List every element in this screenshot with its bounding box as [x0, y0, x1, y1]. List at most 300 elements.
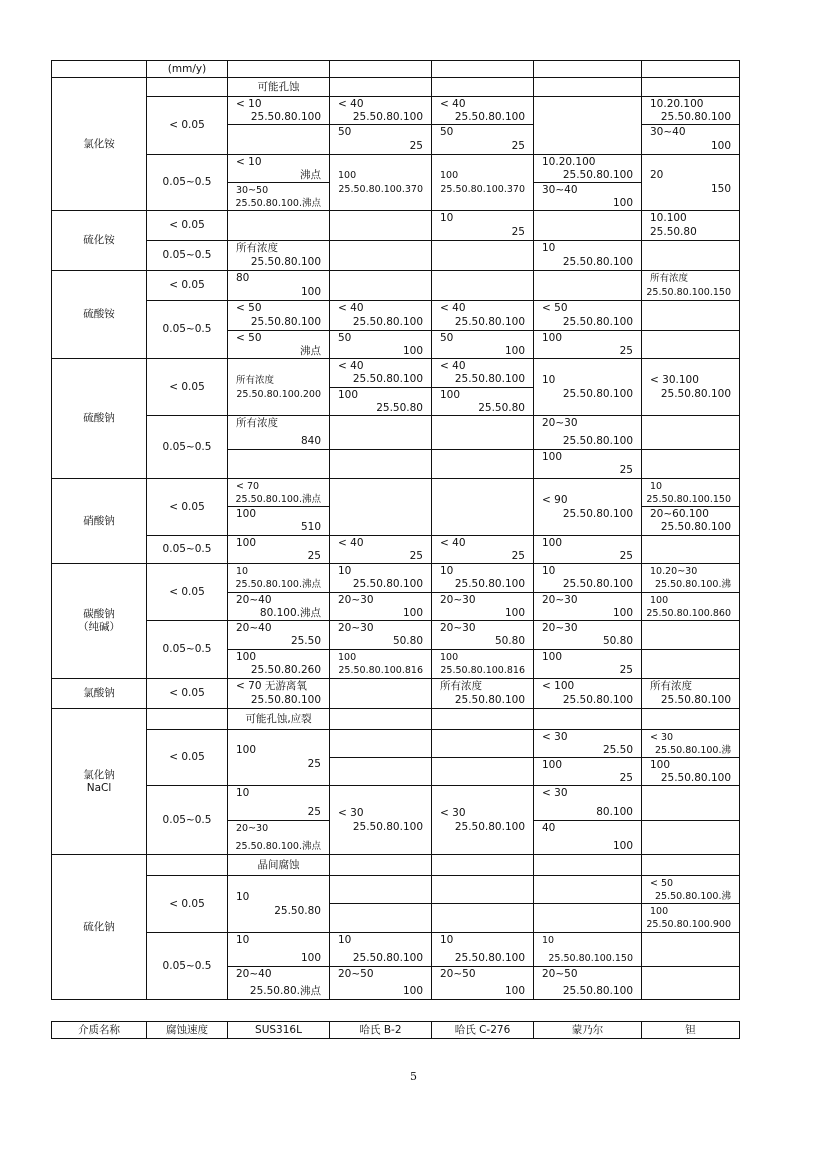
- cell-text: 0.05~0.5: [162, 543, 212, 555]
- cell-temperature: 25: [307, 758, 321, 770]
- table-cell: [227, 932, 330, 967]
- cell-concentration: 100: [440, 652, 459, 663]
- cell-temperature: 25.50.80.100.150: [646, 494, 731, 505]
- table-cell: [533, 620, 642, 650]
- table-cell: [641, 620, 740, 650]
- table-cell: [146, 300, 228, 359]
- cell-concentration: < 70: [236, 481, 260, 492]
- table-cell: [146, 415, 228, 479]
- cell-temperature: 25.50.80.100: [562, 435, 633, 447]
- cell-concentration: < 30: [542, 787, 568, 799]
- table-cell: [533, 210, 642, 241]
- cell-temperature: 25.50.80.100.860: [646, 608, 731, 619]
- cell-concentration: 50: [440, 126, 454, 138]
- cell-concentration: 10: [650, 481, 663, 492]
- column-header-label: 哈氏 B-2: [359, 1023, 402, 1036]
- cell-temperature: 25.50.80.100: [562, 694, 633, 706]
- cell-concentration: 100: [440, 170, 459, 181]
- cell-concentration: < 40: [338, 302, 364, 314]
- cell-concentration: < 40: [440, 360, 466, 372]
- cell-temperature: 100: [300, 952, 321, 964]
- cell-text: 可能孔蚀,应裂: [245, 712, 312, 725]
- table-cell: [51, 678, 147, 709]
- table-cell: [146, 729, 228, 786]
- cell-concentration: 10: [542, 935, 555, 946]
- cell-temperature: 25.50.80.100.816: [440, 665, 525, 676]
- cell-temperature: 25.50.80.100.200: [236, 389, 321, 400]
- table-cell: [227, 300, 330, 331]
- cell-concentration: < 100: [542, 680, 575, 692]
- cell-text: < 0.05: [169, 380, 205, 393]
- table-cell: [431, 854, 534, 876]
- cell-concentration: < 30: [440, 807, 466, 819]
- table-cell: [146, 240, 228, 271]
- table-cell: [533, 77, 642, 97]
- cell-concentration: 所有浓度: [440, 680, 482, 692]
- table-cell: [533, 649, 642, 679]
- cell-text: < 0.05: [169, 219, 205, 231]
- cell-temperature: 25.50.80.100: [562, 316, 633, 328]
- table-cell: [431, 785, 534, 855]
- table-cell: [227, 678, 330, 709]
- cell-temperature: 840: [300, 435, 321, 447]
- table-cell: [431, 387, 534, 416]
- table-cell: [641, 506, 740, 536]
- cell-temperature: 25.50.80.100: [352, 578, 423, 590]
- table-cell: [431, 154, 534, 211]
- cell-concentration: 100: [650, 906, 669, 917]
- cell-concentration: < 50: [236, 302, 262, 314]
- cell-concentration: 20~30: [338, 622, 374, 634]
- cell-concentration: 10.20~30: [650, 566, 698, 577]
- cell-concentration: 10: [542, 242, 556, 254]
- cell-temperature: 25.50.80.100: [250, 256, 321, 268]
- table-cell: [641, 854, 740, 876]
- table-cell: [641, 563, 740, 593]
- table-cell: [146, 96, 228, 155]
- cell-concentration: < 40: [440, 537, 466, 549]
- table-cell: [146, 620, 228, 679]
- cell-temperature: 25: [619, 345, 633, 357]
- cell-concentration: 10: [440, 212, 454, 224]
- table-cell: [227, 154, 330, 183]
- cell-temperature: 25.50: [290, 635, 321, 647]
- table-cell: [431, 563, 534, 593]
- cell-temperature: 25.50.80.100: [562, 508, 633, 520]
- cell-concentration: 20~50: [440, 968, 476, 980]
- table-cell: [431, 708, 534, 730]
- table-cell: [227, 729, 330, 786]
- cell-concentration: < 10: [236, 156, 262, 168]
- table-cell: [146, 478, 228, 536]
- table-cell: [641, 415, 740, 450]
- table-cell: [431, 478, 534, 536]
- cell-temperature: 25.50.80.100.150: [548, 953, 633, 964]
- table-cell: [329, 77, 432, 97]
- cell-temperature: 25: [409, 140, 423, 152]
- table-cell: [146, 154, 228, 211]
- cell-temperature: 100: [402, 345, 423, 357]
- table-cell: [641, 592, 740, 621]
- cell-temperature: 50.80: [602, 635, 633, 647]
- table-cell: [227, 60, 330, 78]
- table-cell: [227, 563, 330, 593]
- table-cell: [227, 592, 330, 621]
- column-header-cell: [51, 1021, 147, 1039]
- cell-concentration: 20~30: [440, 622, 476, 634]
- cell-concentration: < 40: [440, 302, 466, 314]
- table-cell: [533, 240, 642, 271]
- cell-text: < 0.05: [169, 585, 205, 598]
- cell-concentration: 所有浓度: [236, 417, 278, 429]
- table-cell: [329, 330, 432, 359]
- cell-text: < 0.05: [169, 119, 205, 131]
- cell-concentration: 100: [236, 744, 257, 756]
- cell-temperature: 25.50.80.100: [352, 952, 423, 964]
- table-cell: [227, 96, 330, 125]
- cell-concentration: 100: [650, 759, 671, 771]
- column-header-cell: [431, 1021, 534, 1039]
- cell-concentration: 10: [440, 565, 454, 577]
- cell-temperature: 25.50.80.100: [454, 316, 525, 328]
- table-cell: [533, 785, 642, 821]
- table-cell: [431, 270, 534, 301]
- cell-temperature: 25.50.80.100.沸: [655, 579, 731, 590]
- cell-temperature: 100: [612, 607, 633, 619]
- table-cell: [51, 270, 147, 359]
- cell-concentration: 20~50: [338, 968, 374, 980]
- table-cell: [533, 415, 642, 450]
- table-cell: [533, 932, 642, 967]
- cell-text: < 0.05: [169, 751, 205, 763]
- table-cell: [533, 330, 642, 359]
- cell-concentration: 50: [338, 332, 352, 344]
- table-cell: [533, 903, 642, 933]
- cell-concentration: 20~30: [542, 622, 578, 634]
- cell-temperature: 25.50.80.100: [352, 111, 423, 123]
- cell-temperature: 25.50.80.100.沸点: [235, 841, 321, 852]
- table-cell: [431, 932, 534, 967]
- cell-temperature: 100: [612, 840, 633, 852]
- table-cell: [227, 966, 330, 1000]
- cell-concentration: 100: [236, 651, 257, 663]
- cell-concentration: 10: [236, 566, 249, 577]
- table-cell: [146, 210, 228, 241]
- cell-temperature: 25: [511, 550, 525, 562]
- table-cell: [431, 729, 534, 758]
- cell-text: 氯化铵: [83, 137, 115, 150]
- table-cell: [533, 563, 642, 593]
- cell-temperature: 25.50.80.100.900: [646, 919, 731, 930]
- table-cell: [329, 415, 432, 450]
- column-header-cell: [227, 1021, 330, 1039]
- cell-concentration: 100: [542, 451, 563, 463]
- table-cell: [227, 124, 330, 155]
- cell-text: 可能孔蚀: [257, 80, 300, 93]
- table-cell: [329, 387, 432, 416]
- table-cell: [641, 875, 740, 904]
- table-cell: [329, 729, 432, 758]
- cell-concentration: < 40: [338, 537, 364, 549]
- cell-concentration: < 40: [338, 98, 364, 110]
- cell-concentration: 10: [236, 891, 250, 903]
- table-cell: [146, 854, 228, 876]
- table-cell: [329, 903, 432, 933]
- table-cell: [533, 154, 642, 183]
- cell-concentration: 20~30: [440, 594, 476, 606]
- cell-temperature: 25.50.80.100: [562, 985, 633, 997]
- cell-temperature: 25: [409, 550, 423, 562]
- cell-text: < 0.05: [169, 897, 205, 910]
- table-cell: [329, 154, 432, 211]
- table-cell: [533, 300, 642, 331]
- cell-concentration: 10: [542, 565, 556, 577]
- cell-temperature: 25.50.80.100: [352, 373, 423, 385]
- table-cell: [431, 240, 534, 271]
- cell-text: 0.05~0.5: [162, 643, 212, 655]
- table-cell: [533, 358, 642, 416]
- cell-concentration: 10: [338, 565, 352, 577]
- cell-concentration: < 90: [542, 494, 568, 506]
- table-cell: [533, 478, 642, 536]
- cell-concentration: 所有浓度: [236, 375, 275, 386]
- cell-concentration: 20~30: [338, 594, 374, 606]
- cell-temperature: 25.50.80.100: [250, 694, 321, 706]
- cell-concentration: 20~30: [236, 823, 269, 834]
- cell-concentration: 10: [338, 934, 352, 946]
- table-cell: [227, 535, 330, 564]
- table-cell: [431, 415, 534, 450]
- cell-temperature: 25.50.80.100: [454, 111, 525, 123]
- table-cell: [431, 678, 534, 709]
- table-cell: [329, 535, 432, 564]
- table-cell: [329, 449, 432, 479]
- cell-concentration: 10.20.100: [650, 98, 704, 110]
- table-cell: [227, 330, 330, 359]
- cell-text: 氯化钠: [83, 768, 115, 781]
- table-cell: [641, 729, 740, 758]
- table-cell: [641, 77, 740, 97]
- column-header-cell: [641, 1021, 740, 1039]
- table-cell: [51, 563, 147, 679]
- cell-text: 0.05~0.5: [162, 176, 212, 188]
- cell-concentration: < 40: [440, 98, 466, 110]
- cell-concentration: 10: [236, 934, 250, 946]
- table-cell: [227, 785, 330, 821]
- cell-text: 0.05~0.5: [162, 959, 212, 972]
- table-cell: [329, 240, 432, 271]
- table-cell: [641, 932, 740, 967]
- table-cell: [533, 60, 642, 78]
- cell-temperature: 25.50.80.100: [454, 694, 525, 706]
- cell-temperature: 100: [710, 140, 731, 152]
- cell-temperature: 25.50.80.100: [352, 821, 423, 833]
- table-cell: [146, 60, 228, 78]
- cell-text: 0.05~0.5: [162, 440, 212, 453]
- table-cell: [533, 449, 642, 479]
- table-cell: [227, 875, 330, 933]
- cell-concentration: 20~50: [542, 968, 578, 980]
- column-header-label: 钽: [685, 1023, 696, 1036]
- cell-concentration: 10: [440, 934, 454, 946]
- table-cell: [641, 785, 740, 821]
- table-cell: [51, 60, 147, 78]
- table-cell: [641, 535, 740, 564]
- cell-text: (mm/y): [167, 62, 207, 75]
- table-cell: [329, 563, 432, 593]
- table-cell: [431, 96, 534, 125]
- table-cell: [431, 210, 534, 241]
- cell-text: < 0.05: [169, 500, 205, 513]
- table-cell: [227, 708, 330, 730]
- table-cell: [146, 535, 228, 564]
- table-cell: [533, 854, 642, 876]
- cell-concentration: 50: [440, 332, 454, 344]
- table-cell: [431, 300, 534, 331]
- cell-temperature: 100: [402, 607, 423, 619]
- cell-text: 0.05~0.5: [162, 323, 212, 335]
- cell-concentration: < 30: [338, 807, 364, 819]
- cell-concentration: < 50: [542, 302, 568, 314]
- cell-text: 硫酸钠: [83, 412, 115, 424]
- cell-temperature: 80.100.沸点: [259, 607, 321, 619]
- cell-concentration: 100: [236, 537, 257, 549]
- table-cell: [227, 506, 330, 536]
- cell-concentration: 100: [338, 652, 357, 663]
- cell-concentration: < 50: [650, 878, 674, 889]
- cell-temperature: 25: [511, 140, 525, 152]
- cell-temperature: 25: [619, 664, 633, 676]
- table-cell: [329, 96, 432, 125]
- table-cell: [641, 96, 740, 125]
- cell-concentration: 100: [236, 508, 257, 520]
- cell-temperature: 25.50.80.100: [660, 694, 731, 706]
- table-cell: [227, 449, 330, 479]
- cell-temperature: 25.50.80.100: [562, 388, 633, 400]
- cell-temperature: 25.50.80.100.沸点: [235, 198, 321, 209]
- table-cell: [329, 592, 432, 621]
- table-cell: [146, 358, 228, 416]
- cell-concentration: 10: [542, 374, 556, 386]
- table-cell: [227, 415, 330, 450]
- table-cell: [641, 478, 740, 507]
- cell-temperature: 25: [307, 550, 321, 562]
- cell-text: 硫化铵: [83, 234, 115, 246]
- cell-temperature: 25.50.80.100.816: [338, 665, 423, 676]
- table-cell: [146, 563, 228, 621]
- table-cell: [431, 449, 534, 479]
- table-cell: [641, 330, 740, 359]
- cell-concentration: 20~30: [542, 594, 578, 606]
- table-cell: [533, 875, 642, 904]
- cell-concentration: 80: [236, 272, 250, 284]
- cell-text: 0.05~0.5: [162, 813, 212, 826]
- table-cell: [641, 678, 740, 709]
- cell-temperature: 25.50.80.100.沸点: [235, 579, 321, 590]
- table-cell: [533, 96, 642, 155]
- table-cell: [329, 875, 432, 904]
- cell-concentration: 100: [542, 537, 563, 549]
- table-cell: [533, 820, 642, 855]
- table-cell: [641, 649, 740, 679]
- table-cell: [329, 358, 432, 388]
- table-cell: [329, 60, 432, 78]
- table-cell: [329, 620, 432, 650]
- table-cell: [641, 449, 740, 479]
- cell-temperature: 沸点: [300, 345, 321, 357]
- table-cell: [641, 300, 740, 331]
- cell-temperature: 25.50.80.100: [454, 952, 525, 964]
- cell-temperature: 25.50.80.100.沸: [655, 745, 731, 756]
- table-cell: [329, 678, 432, 709]
- cell-text: < 0.05: [169, 687, 205, 699]
- cell-temperature: 50.80: [392, 635, 423, 647]
- cell-text: 碳酸钠: [83, 608, 115, 620]
- table-cell: [329, 210, 432, 241]
- table-cell: [431, 875, 534, 904]
- cell-temperature: 25.50.80.100: [660, 521, 731, 533]
- cell-concentration: 20~40: [236, 594, 272, 606]
- table-cell: [51, 358, 147, 479]
- cell-concentration: 100: [650, 595, 669, 606]
- cell-temperature: 25.50.80.260: [250, 664, 321, 676]
- cell-text: 硫酸铵: [83, 308, 115, 320]
- table-cell: [227, 649, 330, 679]
- table-cell: [431, 620, 534, 650]
- table-cell: [641, 358, 740, 416]
- column-header-cell: [329, 1021, 432, 1039]
- table-cell: [329, 270, 432, 301]
- cell-temperature: 25.50: [602, 744, 633, 756]
- cell-concentration: 10.20.100: [542, 156, 596, 168]
- cell-text: 氯酸钠: [83, 687, 115, 699]
- cell-temperature: 沸点: [300, 169, 321, 181]
- cell-temperature: 25.50.80.100: [352, 316, 423, 328]
- table-cell: [227, 182, 330, 211]
- cell-concentration: 所有浓度: [236, 242, 278, 254]
- table-cell: [227, 77, 330, 97]
- cell-temperature: 25.50.80.100: [562, 256, 633, 268]
- cell-temperature: 100: [504, 985, 525, 997]
- table-cell: [431, 60, 534, 78]
- table-cell: [431, 966, 534, 1000]
- cell-text: 晶间腐蚀: [257, 858, 300, 871]
- table-cell: [641, 240, 740, 271]
- table-cell: [641, 757, 740, 786]
- cell-temperature: 25.50.80: [376, 402, 423, 414]
- cell-temperature: 25.50.80.100: [660, 388, 731, 400]
- table-cell: [641, 154, 740, 211]
- cell-temperature: 25.50.80.100: [660, 111, 731, 123]
- cell-temperature: 50.80: [494, 635, 525, 647]
- cell-concentration: 10: [236, 787, 250, 799]
- table-cell: [533, 757, 642, 786]
- cell-temperature: 25.50.80.100.150: [646, 287, 731, 298]
- table-cell: [641, 820, 740, 855]
- cell-temperature: 25.50.80.100: [250, 316, 321, 328]
- table-cell: [146, 270, 228, 301]
- table-cell: [329, 649, 432, 679]
- table-cell: [533, 182, 642, 211]
- cell-temperature: 25: [511, 226, 525, 238]
- cell-concentration: 10.100: [650, 212, 687, 224]
- table-cell: [227, 270, 330, 301]
- cell-concentration: 100: [542, 651, 563, 663]
- table-cell: [51, 210, 147, 271]
- cell-temperature: 25.50.80.100.370: [440, 184, 525, 195]
- cell-concentration: < 30: [650, 732, 674, 743]
- table-cell: [329, 785, 432, 855]
